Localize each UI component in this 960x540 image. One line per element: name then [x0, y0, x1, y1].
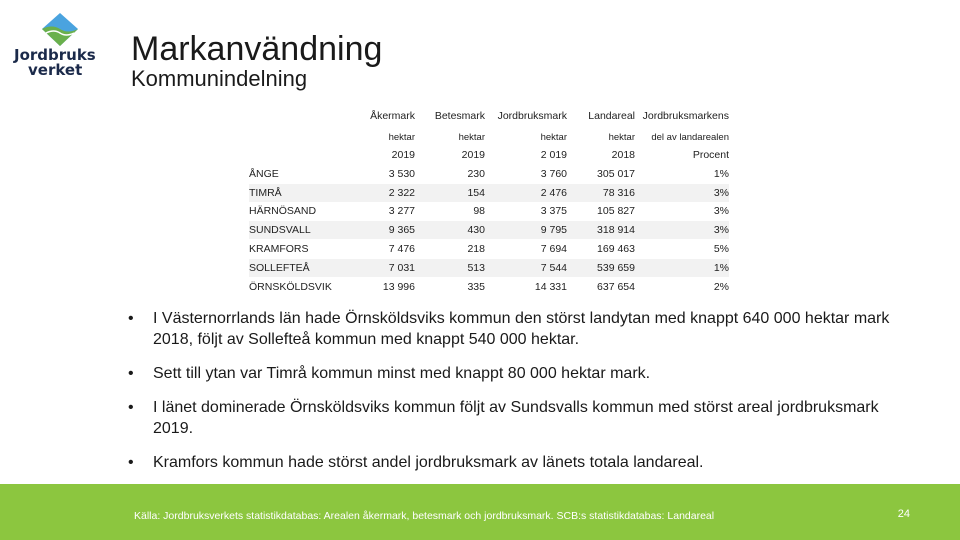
table-cell: 335 [415, 277, 485, 295]
column-unit: hektar [388, 131, 415, 143]
municipality-name: TIMRÅ [249, 183, 359, 202]
table-cell: 218 [415, 240, 485, 259]
table-cell: 3 375 [485, 202, 567, 221]
column-unit: hektar [608, 131, 635, 143]
land-use-table [249, 104, 729, 296]
table-cell: 1% [635, 165, 729, 184]
municipality-name: ÖRNSKÖLDSVIK [249, 277, 359, 295]
table-cell: 5% [635, 240, 729, 259]
table-cell: 98 [415, 202, 485, 221]
table-row [249, 240, 729, 259]
bullet-marker: • [128, 454, 134, 471]
bullet-item [128, 308, 908, 350]
table-cell: 9 365 [359, 221, 415, 240]
table-cell: 3% [635, 183, 729, 202]
table-cell: 13 996 [359, 277, 415, 295]
table-cell: 105 827 [567, 202, 635, 221]
column-header: Betesmark [434, 110, 485, 122]
column-year: 2019 [391, 149, 415, 161]
table-cell: 3 530 [359, 165, 415, 184]
table-row [249, 221, 729, 240]
table-cell: 2% [635, 277, 729, 295]
column-year: Procent [692, 149, 729, 161]
table-cell: 3% [635, 221, 729, 240]
source-note: Källa: Jordbruksverkets statistikdatabas: Arealen åkermark, betesmark och jordbruksmark. SCB:s statistikdatabas: Landareal [134, 510, 715, 522]
municipality-name: SOLLEFTEÅ [249, 258, 359, 277]
logo-emblem-icon [40, 12, 80, 48]
table-cell: 539 659 [567, 258, 635, 277]
table-cell: 7 694 [485, 240, 567, 259]
municipality-name: SUNDSVALL [249, 221, 359, 240]
table-cell: 169 463 [567, 240, 635, 259]
bullet-item [128, 397, 908, 439]
column-header: Landareal [588, 110, 635, 122]
table-cell: 513 [415, 258, 485, 277]
bullet-item [128, 363, 908, 384]
bullet-text: I länet dominerade Örnsköldsviks kommun följt av Sundsvalls kommun med störst areal jordbruksmark 2019. [153, 399, 879, 437]
column-year: 2 019 [540, 149, 567, 161]
bullet-marker: • [128, 399, 134, 416]
bullet-marker: • [128, 310, 134, 327]
table-header-names [249, 104, 729, 128]
table-cell: 3% [635, 202, 729, 221]
table-cell: 9 795 [485, 221, 567, 240]
table-cell: 230 [415, 165, 485, 184]
column-unit: hektar [458, 131, 485, 143]
table-cell: 78 316 [567, 183, 635, 202]
municipality-name: KRAMFORS [249, 240, 359, 259]
bullet-list [128, 308, 908, 486]
column-header: Åkermark [370, 110, 415, 122]
column-unit: hektar [540, 131, 567, 143]
bullet-marker: • [128, 365, 134, 382]
page-subtitle: Kommunindelning [131, 66, 308, 91]
bullet-text: Sett till ytan var Timrå kommun minst med knappt 80 000 hektar mark. [153, 365, 651, 382]
table-cell: 7 544 [485, 258, 567, 277]
table-cell: 430 [415, 221, 485, 240]
bullet-text: I Västernorrlands län hade Örnsköldsviks kommun den störst landytan med knappt 640 000 hektar mark 2018, följt av Sollefteå kommun med knappt 540 000 hektar. [153, 310, 890, 348]
table-cell: 2 476 [485, 183, 567, 202]
logo-text-line2: verket [28, 61, 83, 79]
table-header-units [249, 128, 729, 146]
column-year: 2019 [461, 149, 485, 161]
logo-text-line1: Jordbruks [14, 46, 96, 64]
jordbruksverket-logo [14, 12, 104, 82]
table-cell: 7 031 [359, 258, 415, 277]
column-year: 2018 [611, 149, 635, 161]
table-cell: 2 322 [359, 183, 415, 202]
table-cell: 154 [415, 183, 485, 202]
bullet-item [128, 452, 908, 473]
table-cell: 318 914 [567, 221, 635, 240]
column-header: Jordbruksmark [497, 110, 567, 122]
table-row [249, 202, 729, 221]
table-cell: 637 654 [567, 277, 635, 295]
footer-bar [0, 484, 960, 540]
column-unit: del av landarealen [651, 131, 729, 143]
table-row [249, 183, 729, 202]
table-cell: 1% [635, 258, 729, 277]
municipality-name: HÄRNÖSAND [249, 202, 359, 221]
page-number: 24 [897, 508, 910, 520]
bullet-text: Kramfors kommun hade störst andel jordbruksmark av länets totala landareal. [153, 454, 704, 471]
page-title: Markanvändning [131, 30, 383, 68]
column-header: Jordbruksmarkens [642, 110, 729, 122]
table-cell: 3 760 [485, 165, 567, 184]
table-header-years [249, 146, 729, 165]
table-row [249, 277, 729, 295]
table-cell: 7 476 [359, 240, 415, 259]
table-row [249, 258, 729, 277]
table-cell: 3 277 [359, 202, 415, 221]
table-row [249, 165, 729, 184]
table-cell: 305 017 [567, 165, 635, 184]
municipality-name: ÅNGE [249, 165, 359, 184]
table-cell: 14 331 [485, 277, 567, 295]
